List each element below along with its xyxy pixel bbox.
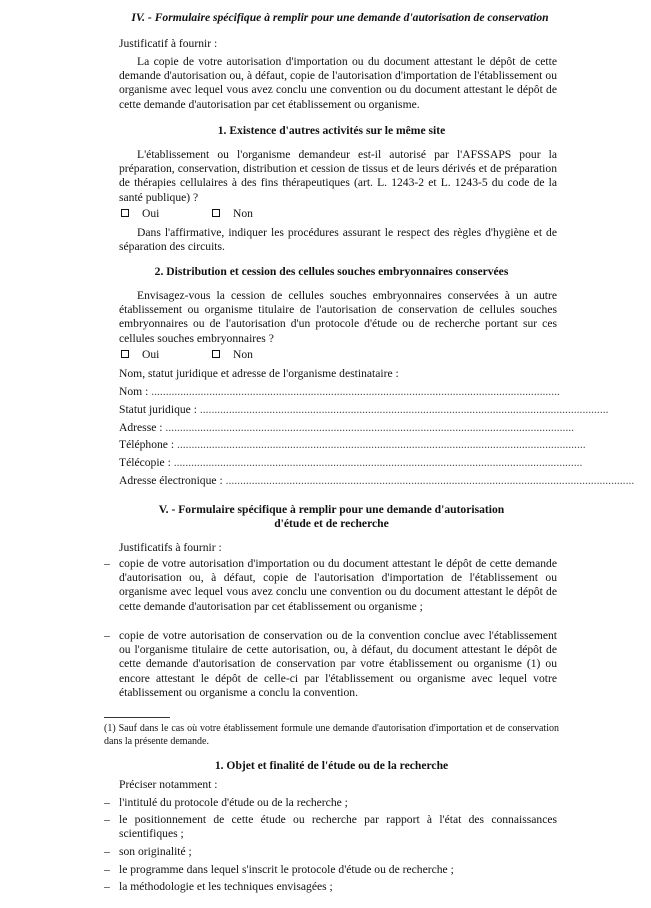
sub1-option-oui[interactable] (121, 207, 159, 220)
section-v-title-line2: d'étude et de recherche (274, 517, 389, 530)
v-sub1-intro: Préciser notamment : (119, 778, 218, 791)
field-label: Adresse électronique : (119, 474, 223, 487)
sub2-title-wrap (104, 265, 559, 278)
field-label: Statut juridique : (119, 403, 197, 416)
list-item (104, 796, 557, 810)
section-v-title (104, 503, 559, 531)
checkbox-icon[interactable] (121, 350, 129, 358)
list-item-text: copie de votre autorisation d'importation ou du document attestant le dépôt de cette demande d'autorisation ou, à défaut, copie de l'autorisation d'importation de l'établissement ou organisme avec lequel vous avez conclu une convention ou du document attestant le dépôt de cette demande d'autorisation par cet établissement ou organisme ; (119, 557, 557, 613)
fill-dots: ............................................................................................................................................. (151, 385, 560, 398)
list-item (104, 845, 557, 859)
dash-marker: – (104, 880, 110, 893)
field-statut-juridique[interactable] (119, 402, 609, 417)
fill-dots: ............................................................................................................................................. (199, 403, 609, 416)
list-item-text: la méthodologie et les techniques envisagées ; (119, 880, 333, 893)
field-telephone[interactable] (119, 437, 586, 452)
sub1-option-non[interactable] (212, 207, 253, 220)
sub2-question: Envisagez-vous la cession de cellules souches embryonnaires conservées à un autre établissement ou organisme titulaire de l'autorisation de conservation de cellules souches embryonnaires ou de l'autorisation d'un protocole d'étude ou de recherche portant sur ces cellules souches embryonnaires ? (119, 289, 557, 345)
field-adresse[interactable] (119, 420, 575, 435)
sub1-followup: Dans l'affirmative, indiquer les procédures assurant le respect des règles d'hygiène et de séparation des circuits. (119, 226, 557, 254)
field-label: Télécopie : (119, 456, 171, 469)
list-item-text: son originalité ; (119, 845, 192, 858)
field-adresse-electronique[interactable] (119, 473, 635, 488)
v-sub1-title-wrap (104, 759, 559, 772)
list-item-text: le programme dans lequel s'inscrit le protocole d'étude ou de recherche ; (119, 863, 454, 876)
option-label: Non (233, 348, 253, 361)
field-label: Adresse : (119, 421, 163, 434)
dash-marker: – (104, 813, 110, 826)
checkbox-icon[interactable] (121, 209, 129, 217)
field-nom[interactable] (119, 384, 560, 399)
justificatif-text: La copie de votre autorisation d'importation ou du document attestant le dépôt de cette demande d'autorisation ou, à défaut, copie de l'autorisation d'importation de l'établissement ou organisme avec lequel vous avez conclu une convention ou du document attestant le dépôt de cette demande d'autorisation par cet établissement ou organisme. (119, 55, 557, 111)
sub2-option-oui[interactable] (121, 348, 159, 361)
list-item (104, 863, 557, 877)
list-item (104, 557, 557, 614)
fill-dots: ............................................................................................................................................. (225, 474, 635, 487)
v-sub1-title: 1. Objet et finalité de l'étude ou de la recherche (214, 759, 449, 772)
sub2-option-non[interactable] (212, 348, 253, 361)
sub1-question: L'établissement ou l'organisme demandeur est-il autorisé par l'AFSSAPS pour la préparation, conservation, distribution et cession de tissus et de leurs dérivés et de préparation de thérapies cellulaires à des fins thérapeutiques (art. L. 1243-2 et L. 1243-5 du code de la santé publique) ? (119, 148, 557, 204)
fill-dots: ............................................................................................................................................. (165, 421, 575, 434)
dash-marker: – (104, 845, 110, 858)
field-telecopie[interactable] (119, 455, 583, 470)
fields-intro: Nom, statut juridique et adresse de l'organisme destinataire : (119, 367, 399, 380)
list-item (104, 880, 557, 894)
list-item-text: copie de votre autorisation de conservation ou de la convention conclue avec l'établissement ou l'organisme titulaire de cette autorisation, ou, à défaut, du document attestant le dépôt de cette demande d'autorisation de conservation par votre établissement ou organisme (1) ou encore attestant le dépôt de celle-ci par l'établissement ou organisme avec lequel votre établissement ou organisme a conclu la convention. (119, 629, 557, 699)
justificatif-label: Justificatif à fournir : (119, 37, 218, 50)
list-item-text: l'intitulé du protocole d'étude ou de la recherche ; (119, 796, 348, 809)
field-label: Nom : (119, 385, 149, 398)
sub2-title: 2. Distribution et cession des cellules souches embryonnaires conservées (154, 265, 509, 278)
section-iv-title: IV. - Formulaire spécifique à remplir pour une demande d'autorisation de conservation (131, 11, 549, 24)
option-label: Oui (142, 348, 160, 361)
list-item (104, 629, 557, 700)
dash-marker: – (104, 629, 110, 642)
justificatifs-label: Justificatifs à fournir : (119, 541, 222, 554)
dash-marker: – (104, 863, 110, 876)
option-label: Oui (142, 207, 160, 220)
dash-marker: – (104, 796, 110, 809)
list-item-text: le positionnement de cette étude ou recherche par rapport à l'état des connaissances scientifiques ; (119, 813, 557, 841)
checkbox-icon[interactable] (212, 350, 220, 358)
footnote: (1) Sauf dans le cas où votre établissement formule une demande d'autorisation d'importation et de conservation dans la présente demande. (104, 723, 559, 747)
option-label: Non (233, 207, 253, 220)
fill-dots: ............................................................................................................................................. (173, 456, 583, 469)
dash-marker: – (104, 557, 110, 570)
footnote-divider (104, 717, 170, 718)
sub1-title-wrap (104, 124, 559, 137)
fill-dots: ............................................................................................................................................. (176, 438, 586, 451)
checkbox-icon[interactable] (212, 209, 220, 217)
section-v-title-line1: V. - Formulaire spécifique à remplir pour une demande d'autorisation (158, 503, 505, 516)
list-item (104, 813, 557, 841)
field-label: Téléphone : (119, 438, 175, 451)
sub1-title: 1. Existence d'autres activités sur le même site (217, 124, 446, 137)
